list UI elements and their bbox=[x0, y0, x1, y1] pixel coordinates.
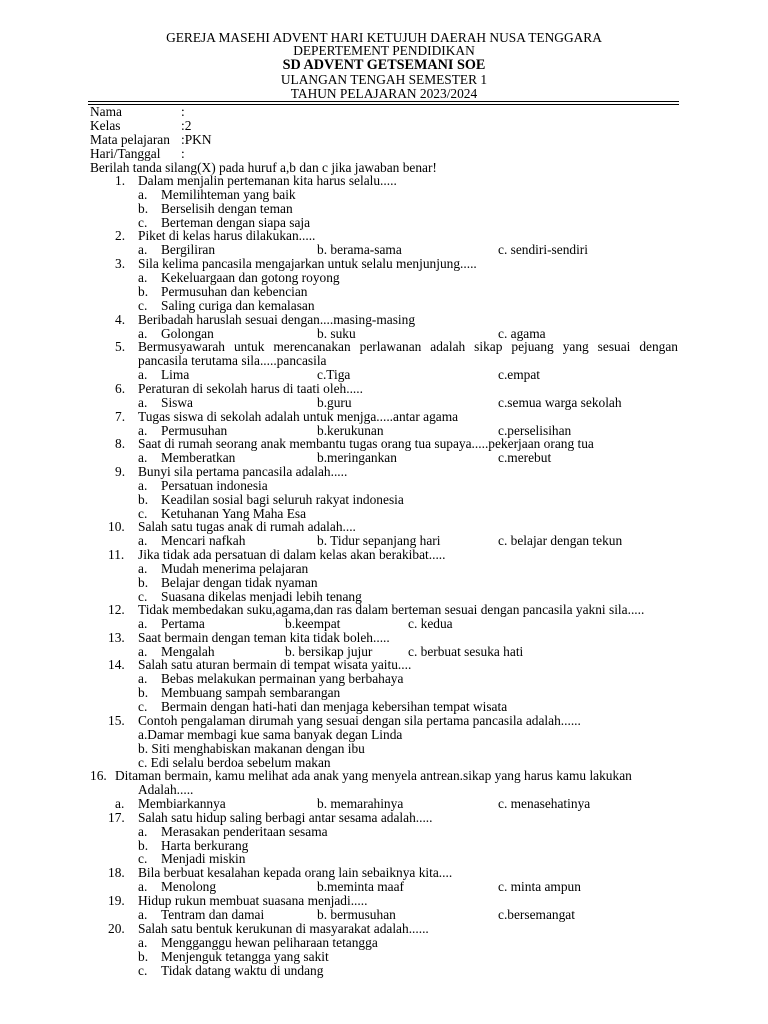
question-number: 18. bbox=[108, 865, 125, 880]
mapel-label: Mata pelajaran bbox=[90, 132, 170, 147]
option-a: Merasakan penderitaan sesama bbox=[161, 824, 328, 839]
option-letter: a. bbox=[138, 242, 148, 257]
question-text-continued: pancasila terutama sila.....pancasila bbox=[138, 353, 327, 368]
option-c: Bermain dengan hati-hati dan menjaga kebersihan tempat wisata bbox=[161, 699, 508, 714]
option-letter: c. bbox=[138, 298, 148, 313]
question-text: Tidak membedakan suku,agama,dan ras dalam berteman sesuai dengan pancasila yakni sila..... bbox=[138, 602, 645, 617]
question-text: Peraturan di sekolah harus di taati oleh..... bbox=[138, 381, 363, 396]
question-number: 2. bbox=[115, 228, 126, 243]
option-c: c.merebut bbox=[498, 450, 552, 465]
option-letter: b. bbox=[138, 685, 149, 700]
question-number: 19. bbox=[108, 893, 125, 908]
option-b: Membuang sampah sembarangan bbox=[161, 685, 341, 700]
option-letter: a. bbox=[138, 395, 148, 410]
option-letter: a. bbox=[138, 478, 148, 493]
question-text: Saat bermain dengan teman kita tidak boleh..... bbox=[138, 630, 390, 645]
option-letter: a. bbox=[138, 367, 148, 382]
option-letter: a. bbox=[138, 533, 148, 548]
option-b: b.meminta maaf bbox=[317, 879, 405, 894]
question-number: 5. bbox=[115, 339, 126, 354]
option-letter: c. bbox=[138, 851, 148, 866]
option-a: Lima bbox=[161, 367, 190, 382]
question-number: 13. bbox=[108, 630, 125, 645]
option-letter: a. bbox=[138, 644, 148, 659]
mapel-value: :PKN bbox=[181, 132, 212, 147]
option-c: c.semua warga sekolah bbox=[498, 395, 622, 410]
option-a: Pertama bbox=[161, 616, 205, 631]
option-c: c. kedua bbox=[408, 616, 453, 631]
option-letter: a. bbox=[138, 935, 148, 950]
nama-value: : bbox=[181, 104, 185, 119]
question-text: Tugas siswa di sekolah adalah untuk menjga.....antar agama bbox=[138, 409, 459, 424]
option-c: c. berbuat sesuka hati bbox=[408, 644, 524, 659]
option-letter: c. bbox=[138, 506, 148, 521]
option-letter: a. bbox=[138, 450, 148, 465]
question-number: 6. bbox=[115, 381, 126, 396]
question-text: Jika tidak ada persatuan di dalam kelas akan berakibat..... bbox=[138, 547, 446, 562]
school-name: SD ADVENT GETSEMANI SOE bbox=[282, 57, 486, 73]
option-a: Golongan bbox=[161, 326, 214, 341]
question-number: 16. bbox=[90, 768, 107, 783]
option-c: c. Edi selalu berdoa sebelum makan bbox=[138, 755, 331, 770]
option-c: c.empat bbox=[498, 367, 541, 382]
academic-year: TAHUN PELAJARAN 2023/2024 bbox=[290, 86, 478, 101]
question-number: 9. bbox=[115, 464, 126, 479]
instruction: Berilah tanda silang(X) pada huruf a,b dan c jika jawaban benar! bbox=[90, 160, 437, 175]
option-a: a.Damar membagi kue sama banyak degan Linda bbox=[138, 727, 403, 742]
question-text: Bermusyawarah untuk merencanakan perlawanan adalah sikap pejuang yang sesuai dengan bbox=[138, 339, 678, 354]
option-b: b. bermusuhan bbox=[317, 907, 396, 922]
question-text: Bunyi sila pertama pancasila adalah..... bbox=[138, 464, 348, 479]
question-number: 11. bbox=[108, 547, 125, 562]
question-number: 1. bbox=[115, 173, 126, 188]
question-number: 3. bbox=[115, 256, 126, 271]
option-b: b. memarahinya bbox=[317, 796, 404, 811]
option-a: Mencari nafkah bbox=[161, 533, 246, 548]
question-text: Salah satu bentuk kerukunan di masyarakat adalah...... bbox=[138, 921, 429, 936]
option-letter: a. bbox=[115, 796, 125, 811]
question-text: Salah satu aturan bermain di tempat wisata yaitu.... bbox=[138, 657, 412, 672]
option-b: b. berama-sama bbox=[317, 242, 402, 257]
option-letter: a. bbox=[138, 907, 148, 922]
option-letter: b. bbox=[138, 284, 149, 299]
option-c: Saling curiga dan kemalasan bbox=[161, 298, 315, 313]
option-a: Persatuan indonesia bbox=[161, 478, 268, 493]
option-letter: b. bbox=[138, 949, 149, 964]
question-number: 15. bbox=[108, 713, 125, 728]
question-text: Hidup rukun membuat suasana menjadi..... bbox=[138, 893, 368, 908]
option-b: Menjenguk tetangga yang sakit bbox=[161, 949, 329, 964]
option-a: Memberatkan bbox=[161, 450, 236, 465]
question-number: 4. bbox=[115, 312, 126, 327]
option-b: b.guru bbox=[317, 395, 352, 410]
option-a: Mengganggu hewan peliharaan tetangga bbox=[161, 935, 378, 950]
question-number: 8. bbox=[115, 436, 126, 451]
option-c: c. belajar dengan tekun bbox=[498, 533, 623, 548]
option-c: c. menasehatinya bbox=[498, 796, 591, 811]
option-letter: c. bbox=[138, 589, 148, 604]
question-text-continued: Adalah..... bbox=[138, 782, 194, 797]
option-letter: b. bbox=[138, 201, 149, 216]
option-a: Menolong bbox=[161, 879, 217, 894]
option-c: c.bersemangat bbox=[498, 907, 575, 922]
option-letter: c. bbox=[138, 215, 148, 230]
option-letter: c. bbox=[138, 963, 148, 978]
header-rule-bottom bbox=[88, 104, 679, 105]
option-a: Mudah menerima pelajaran bbox=[161, 561, 309, 576]
option-c: c.perselisihan bbox=[498, 423, 572, 438]
option-b: c.Tiga bbox=[317, 367, 351, 382]
option-c: Suasana dikelas menjadi lebih tenang bbox=[161, 589, 362, 604]
option-letter: c. bbox=[138, 699, 148, 714]
exam-title: ULANGAN TENGAH SEMESTER 1 bbox=[280, 72, 488, 87]
option-a: Mengalah bbox=[161, 644, 215, 659]
question-text: Contoh pengalaman dirumah yang sesuai dengan sila pertama pancasila adalah...... bbox=[138, 713, 581, 728]
option-letter: a. bbox=[138, 879, 148, 894]
option-letter: a. bbox=[138, 671, 148, 686]
hari-value: : bbox=[181, 146, 185, 161]
question-number: 20. bbox=[108, 921, 125, 936]
question-number: 17. bbox=[108, 810, 125, 825]
option-letter: a. bbox=[138, 423, 148, 438]
option-a: Siswa bbox=[161, 395, 193, 410]
option-b: Belajar dengan tidak nyaman bbox=[161, 575, 318, 590]
question-number: 7. bbox=[115, 409, 126, 424]
option-c: Tidak datang waktu di undang bbox=[161, 963, 324, 978]
option-c: c. agama bbox=[498, 326, 546, 341]
option-b: b. Tidur sepanjang hari bbox=[317, 533, 441, 548]
question-text: Dalam menjalin pertemanan kita harus selalu..... bbox=[138, 173, 397, 188]
option-a: Bebas melakukan permainan yang berbahaya bbox=[161, 671, 404, 686]
option-b: Permusuhan dan kebencian bbox=[161, 284, 308, 299]
option-letter: a. bbox=[138, 616, 148, 631]
option-letter: a. bbox=[138, 270, 148, 285]
question-text: Beribadah haruslah sesuai dengan....masing-masing bbox=[138, 312, 416, 327]
question-text: Salah satu tugas anak di rumah adalah.... bbox=[138, 519, 356, 534]
option-a: Membiarkannya bbox=[138, 796, 226, 811]
option-b: b.meringankan bbox=[317, 450, 397, 465]
question-number: 10. bbox=[108, 519, 125, 534]
option-letter: b. bbox=[138, 492, 149, 507]
header-rule-top bbox=[88, 101, 679, 102]
option-b: b. Siti menghabiskan makanan dengan ibu bbox=[138, 741, 365, 756]
option-a: Memilihteman yang baik bbox=[161, 187, 296, 202]
option-c: Berteman dengan siapa saja bbox=[161, 215, 311, 230]
kelas-value: :2 bbox=[181, 118, 192, 133]
question-number: 14. bbox=[108, 657, 125, 672]
option-b: b. bersikap jujur bbox=[285, 644, 373, 659]
option-b: Harta berkurang bbox=[161, 838, 249, 853]
option-b: Berselisih dengan teman bbox=[161, 201, 293, 216]
question-text: Salah satu hidup saling berbagi antar sesama adalah..... bbox=[138, 810, 433, 825]
option-letter: a. bbox=[138, 326, 148, 341]
kelas-label: Kelas bbox=[90, 118, 121, 133]
question-text: Bila berbuat kesalahan kepada orang lain sebaiknya kita.... bbox=[138, 865, 453, 880]
hari-label: Hari/Tanggal bbox=[90, 146, 161, 161]
option-letter: a. bbox=[138, 187, 148, 202]
option-a: Bergiliran bbox=[161, 242, 216, 257]
option-letter: b. bbox=[138, 838, 149, 853]
option-a: Kekeluargaan dan gotong royong bbox=[161, 270, 340, 285]
question-number: 12. bbox=[108, 602, 125, 617]
department-name: DEPERTEMENT PENDIDIKAN bbox=[293, 43, 475, 58]
option-c: Menjadi miskin bbox=[161, 851, 246, 866]
nama-label: Nama bbox=[90, 104, 122, 119]
question-text: Ditaman bermain, kamu melihat ada anak yang menyela antrean.sikap yang harus kamu lakukan bbox=[115, 768, 632, 783]
option-letter: a. bbox=[138, 824, 148, 839]
option-b: Keadilan sosial bagi seluruh rakyat indonesia bbox=[161, 492, 404, 507]
option-b: b.kerukunan bbox=[317, 423, 384, 438]
question-text: Sila kelima pancasila mengajarkan untuk selalu menjunjung..... bbox=[138, 256, 477, 271]
option-a: Permusuhan bbox=[161, 423, 228, 438]
option-letter: a. bbox=[138, 561, 148, 576]
question-text: Saat di rumah seorang anak membantu tugas orang tua supaya.....pekerjaan orang tua bbox=[138, 436, 594, 451]
option-c: c. sendiri-sendiri bbox=[498, 242, 588, 257]
question-text: Piket di kelas harus dilakukan..... bbox=[138, 228, 316, 243]
option-c: Ketuhanan Yang Maha Esa bbox=[161, 506, 307, 521]
option-b: b. suku bbox=[317, 326, 356, 341]
option-a: Tentram dan damai bbox=[161, 907, 265, 922]
option-b: b.keempat bbox=[285, 616, 341, 631]
option-c: c. minta ampun bbox=[498, 879, 581, 894]
church-name: GEREJA MASEHI ADVENT HARI KETUJUH DAERAH NUSA TENGGARA bbox=[166, 30, 602, 45]
option-letter: b. bbox=[138, 575, 149, 590]
